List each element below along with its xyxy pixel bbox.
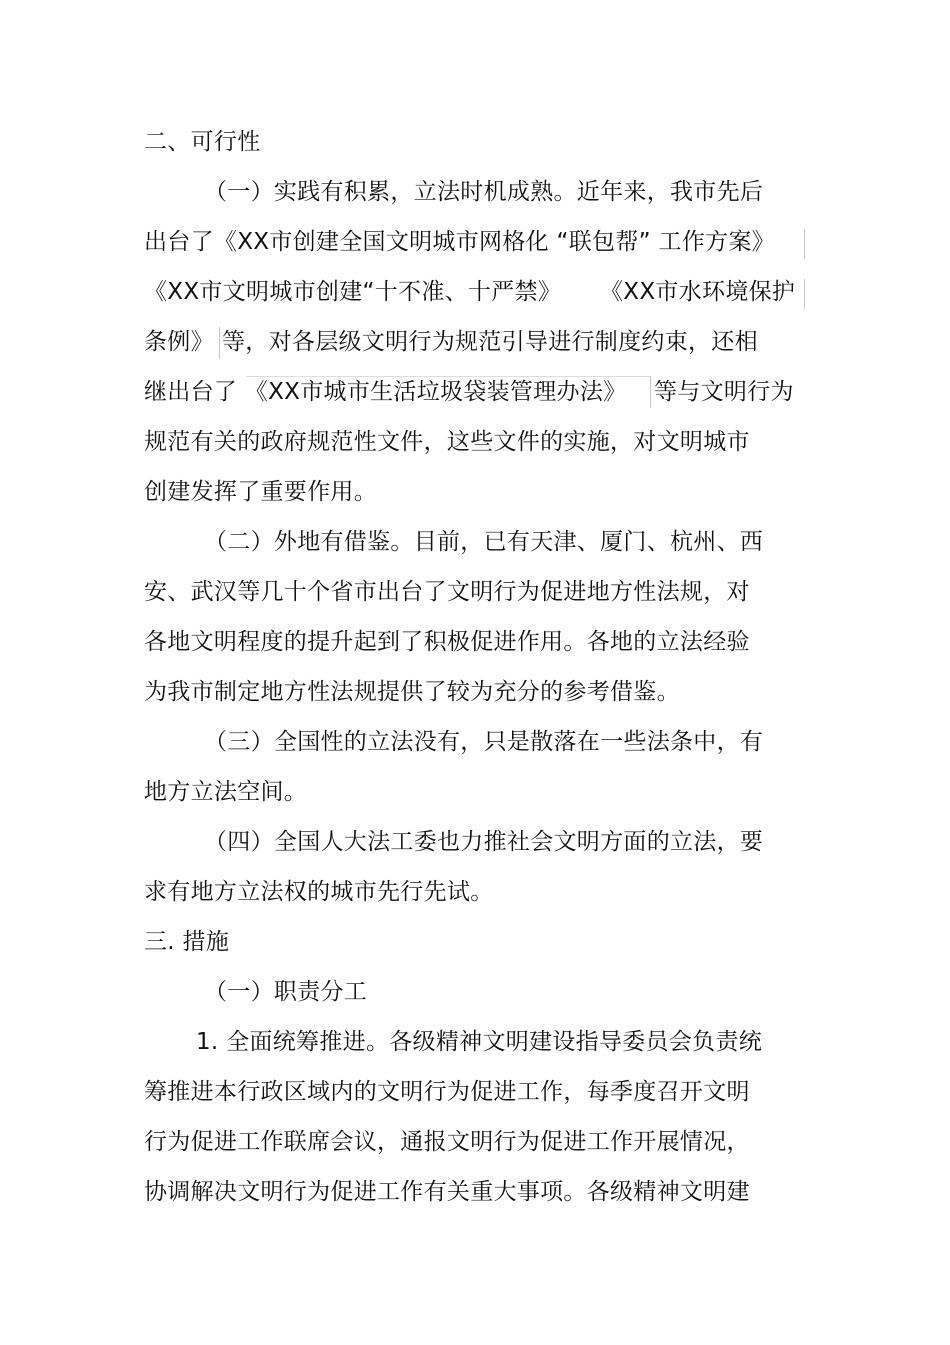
subsection-heading: （一）职责分工 xyxy=(204,979,368,1005)
section-heading-measures: 三. 措施 xyxy=(144,929,230,955)
paragraph-line: 筹推进本行政区域内的文明行为促进工作，每季度召开文明 xyxy=(144,1079,750,1105)
paragraph-line: 协调解决文明行为促进工作有关重大事项。各级精神文明建 xyxy=(144,1179,750,1205)
paragraph-line: 继出台了 《XX市城市生活垃圾袋装管理办法》 xyxy=(144,379,627,405)
paragraph-line: 等与文明行为 xyxy=(654,379,794,405)
paragraph-line: 为我市制定地方性法规提供了较为充分的参考借鉴。 xyxy=(144,679,680,705)
paragraph-line: 出台了《XX市创建全国文明城市网格化 “联包帮” 工作方案》 xyxy=(144,229,775,255)
paragraph-line: 行为促进工作联席会议，通报文明行为促进工作开展情况， xyxy=(144,1129,750,1155)
text-field-border xyxy=(246,376,650,377)
paragraph-line: （一）实践有积累，立法时机成熟。近年来，我市先后 xyxy=(204,179,764,205)
paragraph-line: 《XX市水环境保护 xyxy=(600,279,796,305)
paragraph-line: 1. 全面统筹推进。各级精神文明建设指导委员会负责统 xyxy=(196,1029,763,1055)
paragraph-line: 求有地方立法权的城市先行先试。 xyxy=(144,879,494,905)
paragraph-line: 规范有关的政府规范性文件，这些文件的实施，对文明城市 xyxy=(144,429,750,455)
paragraph-line: 条例》 xyxy=(144,329,214,355)
paragraph-line: 各地文明程度的提升起到了积极促进作用。各地的立法经验 xyxy=(144,629,750,655)
paragraph-line: 安、武汉等几十个省市出台了文明行为促进地方性法规，对 xyxy=(144,579,750,605)
paragraph-line: （四）全国人大法工委也力推社会文明方面的立法，要 xyxy=(204,829,764,855)
text-field-border xyxy=(219,327,220,359)
paragraph-line: 地方立法空间。 xyxy=(144,779,308,805)
text-field-border xyxy=(650,376,651,408)
paragraph-line: 创建发挥了重要作用。 xyxy=(144,479,377,505)
paragraph-line: 等，对各层级文明行为规范引导进行制度约束，还相 xyxy=(222,329,758,355)
paragraph-line: 《XX市文明城市创建“十不准、十严禁》 xyxy=(144,279,562,305)
section-heading-feasibility: 二、可行性 xyxy=(144,129,261,155)
paragraph-line: （三）全国性的立法没有，只是散落在一些法条中，有 xyxy=(204,729,764,755)
text-field-border xyxy=(804,229,805,259)
paragraph-line: （二）外地有借鉴。目前，已有天津、厦门、杭州、西 xyxy=(204,529,764,555)
text-field-border xyxy=(804,279,805,309)
